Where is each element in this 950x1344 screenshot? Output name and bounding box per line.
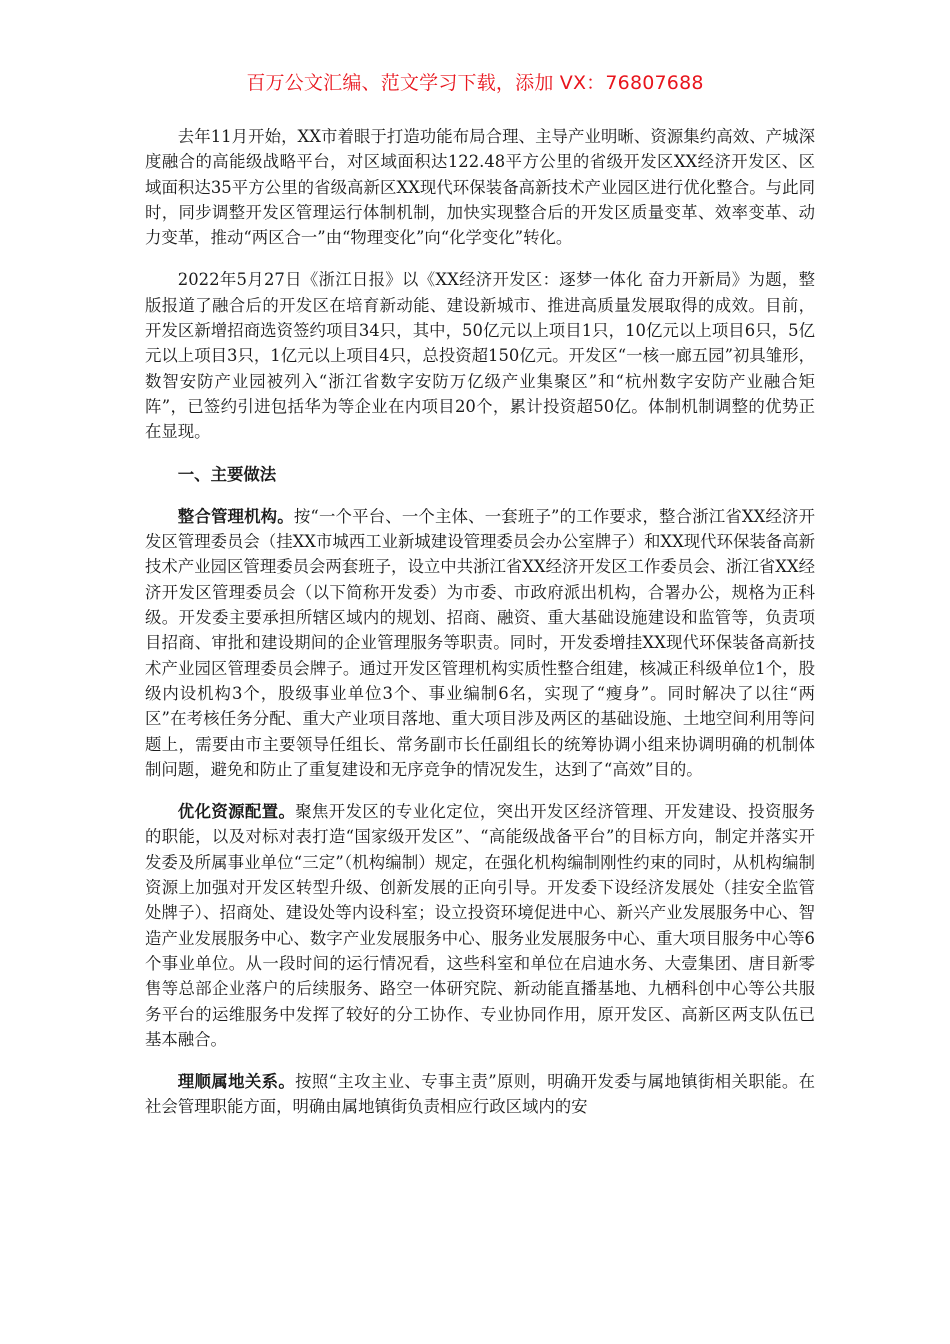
paragraph-territorial-relations — [145, 1069, 815, 1120]
document-body — [145, 124, 815, 1137]
paragraph-text-integrate: 按“一个平台、一个主体、一套班子”的工作要求，整合浙江省XX经济开发区管理委员会（挂XX市城西工业新城建设管理委员会办公室牌子）和XX现代环保装备高新技术产业园区管理委员会两套班子，设立中共浙江省XX经济开发区工作委员会、浙江省XX经济开发区管理委员会（以下简称开发委）为市委、市政府派出机构，合署办公，规格为正科级。开发委主要承担所辖区域内的规划、招商、融资、重大基础设施建设和监管等，负责项目招商、审批和建设期间的企业管理服务等职责。同时，开发委增挂XX现代环保装备高新技术产业园区管理委员会牌子。通过开发区管理机构实质性整合组建，核减正科级单位1个，股级内设机构3个，股级事业单位3个、事业编制6名，实现了“瘦身”。同时解决了以往“两区”在考核任务分配、重大产业项目落地、重大项目涉及两区的基础设施、土地空间利用等问题上，需要由市主要领导任组长、常务副市长任副组长的统筹协调小组来协调明确的机制体制问题，避免和防止了重复建设和无序竞争的情况发生，达到了“高效”目的。 — [145, 506, 815, 779]
paragraph-lead-territorial: 理顺属地关系。 — [177, 1072, 296, 1092]
paragraph-lead-integrate: 整合管理机构。 — [177, 506, 294, 526]
promo-banner: 百万公文汇编、范文学习下载，添加 VX：76807688 — [246, 72, 704, 94]
paragraph-lead-optimize: 优化资源配置。 — [177, 802, 296, 822]
paragraph-intro: 去年11月开始，XX市着眼于打造功能布局合理、主导产业明晰、资源集约高效、产城深度融合的高能级战略平台，对区域面积达122.48平方公里的省级开发区XX经济开发区、区域面积达35平方公里的省级高新区XX现代环保装备高新技术产业园区进行优化整合。与此同时，同步调整开发区管理运行体制机制，加快实现整合后的开发区质量变革、效率变革、动力变革，推动“两区合一”由“物理变化”向“化学变化”转化。 — [145, 127, 815, 248]
paragraph-optimize-resources — [145, 799, 815, 1052]
paragraph-text-optimize: 聚焦开发区的专业化定位，突出开发区经济管理、开发建设、投资服务的职能，以及对标对表打造“国家级开发区”、“高能级战备平台”的目标方向，制定并落实开发委及所属事业单位“三定”（机构编制）规定，在强化机构编制刚性约束的同时，从机构编制资源上加强对开发区转型升级、创新发展的正向引导。开发委下设经济发展处（挂安全监管处牌子）、招商处、建设处等内设科室；设立投资环境促进中心、新兴产业发展服务中心、智造产业发展服务中心、数字产业发展服务中心、服务业发展服务中心、重大项目服务中心等6个事业单位。从一段时间的运行情况看，这些科室和单位在启迪水务、大壹集团、唐目新零售等总部企业落户的后续服务、路空一体研究院、新动能直播基地、九栖科创中心等公共服务平台的运维服务中发挥了较好的分工协作、专业协同作用，原开发区、高新区两支队伍已基本融合。 — [145, 802, 816, 1049]
paragraph-integrate-agencies — [145, 504, 815, 782]
paragraph-news-report: 2022年5月27日《浙江日报》以《XX经济开发区：逐梦一体化 奋力开新局》为题，整版报道了融合后的开发区在培育新动能、建设新城市、推进高质量发展取得的成效。目前，开发区新增招商选资签约项目34只，其中，50亿元以上项目1只，10亿元以上项目6只，5亿元以上项目3只，1亿元以上项目4只，总投资超150亿元。开发区“一核一廊五园”初具雏形，数智安防产业园被列入“浙江省数字安防万亿级产业集聚区”和“杭州数字安防产业融合矩阵”，已签约引进包括华为等企业在内项目20个，累计投资超50亿。体制机制调整的优势正在显现。 — [145, 270, 815, 442]
paragraph-text-territorial: 按照“主攻主业、专事主责”原则，明确开发委与属地镇街相关职能。在社会管理职能方面，明确由属地镇街负责相应行政区域内的安 — [145, 1072, 815, 1117]
section-heading — [145, 462, 815, 487]
section-heading-text: 一、主要做法 — [177, 464, 277, 484]
